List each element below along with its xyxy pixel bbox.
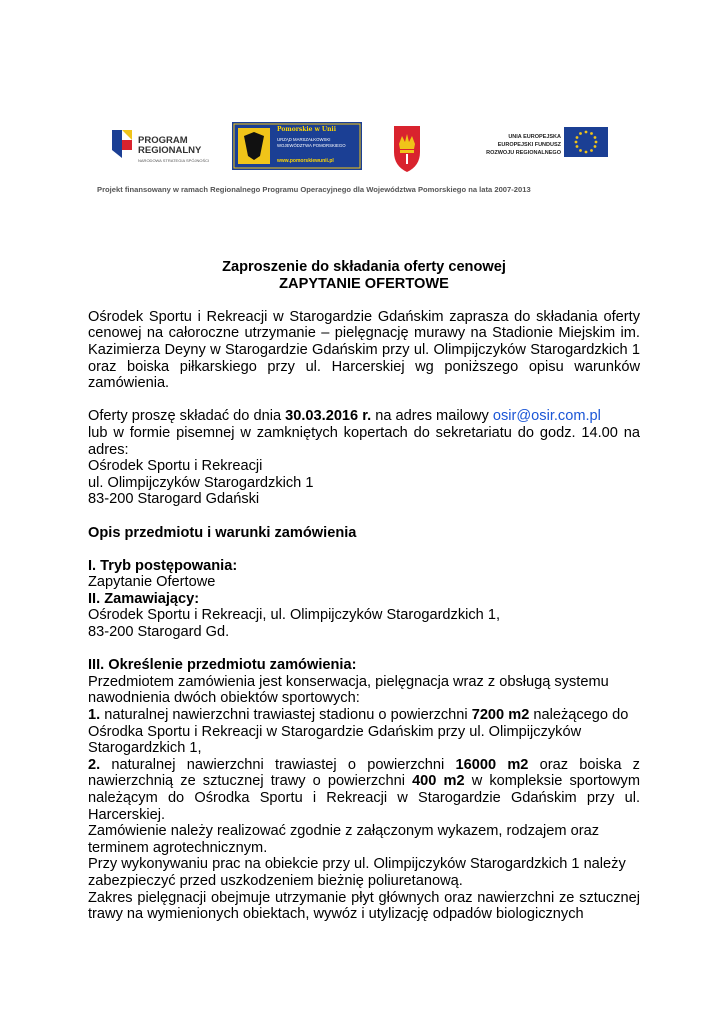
- offer-deadline: 30.03.2016 r.: [285, 408, 372, 425]
- project-financing-note: Projekt finansowany w ramach Regionalnego Programu Operacyjnego dla Województwa Pomorskiego na lata 2007-2013: [97, 185, 531, 194]
- heading-opis: Opis przedmiotu i warunki zamówienia: [88, 524, 357, 541]
- document-title: Zaproszenie do składania oferty cenowej: [222, 259, 506, 275]
- program-regionalny-subtitle: NARODOWA STRATEGIA SPÓJNOŚCI: [138, 158, 210, 163]
- pomorskie-title: Pomorskie w Unii: [277, 126, 336, 133]
- section3-heading: III. Określenie przedmiotu zamówienia:: [88, 657, 357, 674]
- address-line1: Ośrodek Sportu i Rekreacji: [88, 458, 263, 475]
- logos-bar: [110, 122, 610, 174]
- section3-p1: Zamówienie należy realizować zgodnie z załączonym wykazem, rodzajem oraz terminem agrotechnicznym.: [88, 823, 599, 856]
- address-line3: 83-200 Starogard Gdański: [88, 491, 260, 508]
- document-body: [88, 259, 640, 923]
- ue-text: UNIA EUROPEJSKA EUROPEJSKI FUNDUSZ ROZWOJU REGIONALNEGO: [486, 134, 561, 156]
- section1-heading: I. Tryb postępowania:: [88, 557, 238, 574]
- section3-p3: Zakres pielęgnacji obejmuje utrzymanie płyt głównych oraz nawierzchni ze sztucznej trawy na wymienionych obiektach, wywóz i utylizację odpadów biologicznych: [88, 889, 640, 923]
- offers-rest: lub w formie pisemnej w zamkniętych kopertach do sekretariatu do godz. 14.00 na adres:: [88, 424, 640, 458]
- email-link[interactable]: osir@osir.com.pl: [492, 408, 601, 425]
- program-regionalny-logo: [110, 128, 220, 172]
- unia-europejska-logo: [458, 127, 608, 167]
- section3-item1: 1. naturalnej nawierzchni trawiastej stadionu o powierzchni 7200 m2 należącego do Ośrodka Sportu i Rekreacji w Starogardzie Gdańskim przy ul. Olimpijczyków Starogardzkich 1,: [88, 707, 629, 757]
- section3-intro: Przedmiotem zamówienia jest konserwacja, pielęgnacja wraz z obsługą systemu nawodnienia dwóch obiektów sportowych:: [88, 673, 609, 707]
- pomorskie-www: www.pomorskiewunii.pl: [277, 158, 334, 164]
- section2-line2: 83-200 Starogard Gd.: [88, 624, 230, 641]
- address-line2: ul. Olimpijczyków Starogardzkich 1: [88, 474, 314, 491]
- section3-p2: Przy wykonywaniu prac na obiekcie przy ul. Olimpijczyków Starogardzkich 1 należy zabezpieczyć przed uszkodzeniem bieżnię poliuretanową.: [88, 856, 626, 889]
- program-regionalny-text: PROGRAM REGIONALNY: [138, 135, 202, 156]
- section2-line1: Ośrodek Sportu i Rekreacji, ul. Olimpijczyków Starogardzkich 1,: [88, 607, 501, 624]
- pomorskie-w-unii-logo: [232, 122, 362, 170]
- pomorskie-line1: URZĄD MARSZAŁKOWSKI: [277, 137, 331, 142]
- document-subtitle: ZAPYTANIE OFERTOWE: [279, 275, 449, 292]
- eu-flag-icon: [564, 127, 608, 157]
- pomorskie-line2: WOJEWÓDZTWA POMORSKIEGO: [277, 143, 346, 148]
- offers-paragraph: Oferty proszę składać do dnia 30.03.2016 r. na adres mailowy osir@osir.com.pl: [88, 408, 601, 425]
- intro-paragraph: Ośrodek Sportu i Rekreacji w Starogardzie Gdańskim zaprasza do składania oferty cenowej na całoroczne utrzymanie – pielęgnację murawy na Stadionie Miejskim im. Kazimierza Deyny w Starogardzie Gdańskim przy ul. Olimpijczyków Starogardzkich 1 oraz boiska piłkarskiego przy ul. Harcerskiej wg poniższego opisu warunków zamówienia.: [88, 308, 640, 392]
- program-regionalny-mark-icon: [110, 130, 136, 160]
- section3-item2: 2. naturalnej nawierzchni trawiastej o powierzchni 16000 m2 oraz boiska z nawierzchnią ze sztucznej trawy o powierzchni 400 m2 w kompleksie sportowym należącym do Ośrodka Sportu i Rekreacji w Starogardzie Gdańskim przy ul. Harcerskiej.: [88, 756, 640, 823]
- section2-heading: II. Zamawiający:: [88, 590, 200, 607]
- coat-of-arms-logo: [392, 122, 422, 174]
- section1-text: Zapytanie Ofertowe: [88, 574, 216, 591]
- coat-of-arms-icon: [392, 122, 422, 174]
